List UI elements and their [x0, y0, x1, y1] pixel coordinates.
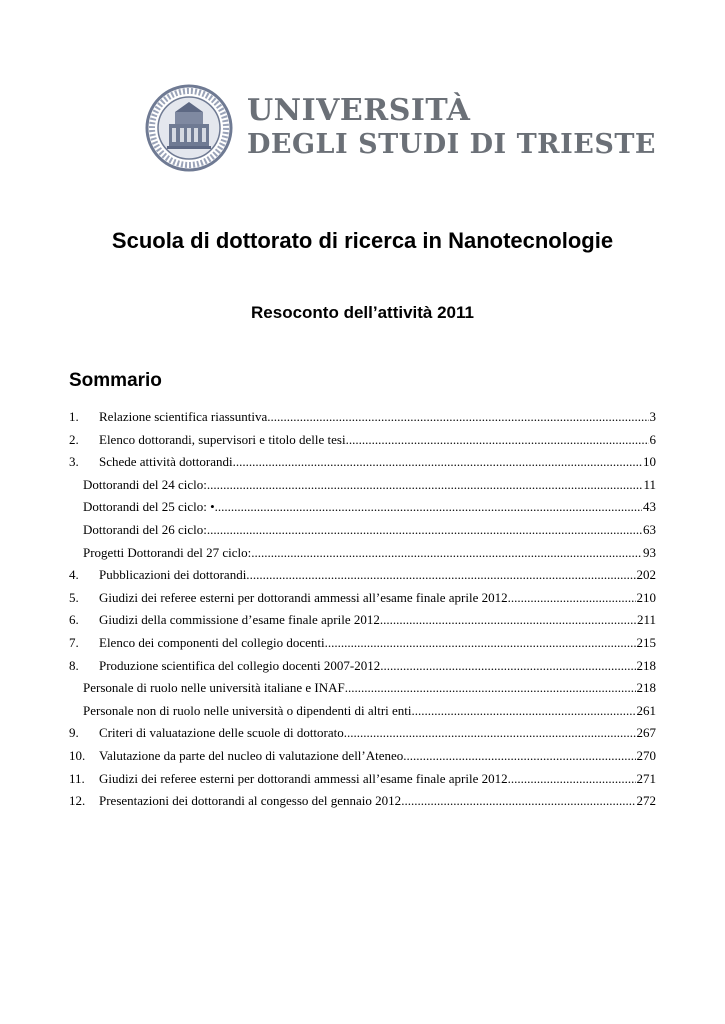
section-heading: Sommario — [69, 370, 162, 391]
toc-entry[interactable] — [69, 429, 656, 452]
toc-entry-page: 43 — [643, 499, 656, 515]
toc-dot-leader — [508, 587, 636, 610]
toc-entry-page: 271 — [636, 770, 656, 786]
toc-entry-number: 12. — [69, 793, 86, 809]
toc-dot-leader — [215, 496, 642, 519]
toc-entry[interactable] — [69, 564, 656, 587]
toc-entry[interactable] — [69, 406, 656, 429]
toc-entry-page: 211 — [636, 612, 656, 628]
toc-entry-title: Presentazioni dei dottorandi al congesso del gennaio 2012 — [99, 793, 402, 809]
toc-dot-leader — [412, 700, 636, 723]
toc-entry-title: Giudizi dei referee esterni per dottorandi ammessi all’esame finale aprile 2012 — [99, 589, 508, 605]
toc-dot-leader — [508, 768, 636, 791]
toc-entry-title: Schede attività dottorandi — [99, 454, 233, 470]
toc-dot-leader — [380, 655, 635, 678]
toc-entry[interactable] — [69, 451, 656, 474]
toc-entry[interactable] — [69, 632, 656, 655]
toc-dot-leader — [207, 519, 642, 542]
toc-entry-page: 63 — [643, 521, 656, 537]
toc-entry-title: Personale di ruolo nelle università italiane e INAF — [83, 680, 345, 696]
toc-entry-number: 1. — [69, 409, 79, 424]
toc-entry-title: Giudizi della commissione d’esame finale aprile 2012 — [99, 612, 380, 628]
toc-entry[interactable] — [69, 474, 656, 497]
toc-dot-leader — [251, 542, 642, 565]
toc-entry-page: 272 — [636, 793, 656, 809]
toc-entry[interactable] — [69, 677, 656, 700]
toc-entry[interactable] — [69, 745, 656, 768]
toc-entry[interactable] — [69, 790, 656, 813]
toc-dot-leader — [233, 451, 642, 474]
toc-entry-title: Dottorandi del 25 ciclo: • — [83, 499, 215, 515]
toc-dot-leader — [401, 790, 635, 813]
toc-entry-page: 6 — [649, 431, 656, 447]
toc-entry-page: 218 — [636, 657, 656, 673]
toc-entry-number: 3. — [69, 454, 79, 470]
toc-entry-number: 7. — [69, 634, 79, 650]
toc-entry-number: 9. — [69, 725, 79, 741]
toc-entry-number: 2. — [69, 431, 79, 447]
toc-entry[interactable] — [69, 496, 656, 519]
toc-entry-title: Progetti Dottorandi del 27 ciclo: — [83, 544, 252, 560]
toc-entry-number: 5. — [69, 589, 79, 605]
university-seal-icon — [145, 84, 233, 172]
toc-dot-leader — [345, 677, 636, 700]
toc-entry-page: 202 — [636, 567, 656, 583]
toc-dot-leader — [346, 429, 649, 452]
toc-entry-number: 10. — [69, 747, 86, 763]
toc-dot-leader — [380, 609, 636, 632]
toc-entry-page: 267 — [636, 725, 656, 741]
toc-entry-title: Dottorandi del 24 ciclo: — [83, 476, 207, 492]
document-subtitle: Resoconto dell’attività 2011 — [251, 303, 474, 322]
toc-entry-title: Elenco dottorandi, supervisori e titolo delle tesi — [99, 431, 346, 447]
toc-dot-leader — [403, 745, 635, 768]
toc-entry-page: 93 — [643, 544, 656, 560]
toc-entry-page: 261 — [636, 702, 656, 718]
toc-entry-title: Produzione scientifica del collegio docenti 2007-2012 — [99, 657, 381, 673]
logo-line-1: UNIVERSITÀ — [247, 93, 471, 128]
toc-entry-page: 270 — [636, 747, 656, 763]
toc-entry[interactable] — [69, 700, 656, 723]
document-title: Scuola di dottorato di ricerca in Nanotecnologie — [111, 228, 614, 253]
toc-dot-leader — [325, 632, 636, 655]
toc-dot-leader — [344, 722, 636, 745]
toc-entry-number: 8. — [69, 657, 79, 673]
toc-entry-title: Pubblicazioni dei dottorandi. — [99, 567, 250, 583]
toc-entry-page: 218 — [636, 680, 656, 696]
toc-entry-title: Criteri di valuatazione delle scuole di dottorato — [99, 725, 344, 741]
toc-entry[interactable] — [69, 519, 656, 542]
toc-entry-title: Elenco dei componenti del collegio docenti — [99, 634, 325, 650]
toc-entry-page: 10 — [643, 454, 656, 470]
toc-entry[interactable] — [69, 609, 656, 632]
toc-entry-title: Personale non di ruolo nelle università o dipendenti di altri enti — [83, 702, 412, 718]
toc-entry-page: 11 — [643, 476, 656, 492]
toc-entry-title: Relazione scientifica riassuntiva — [99, 409, 268, 424]
toc-entry-title: Giudizi dei referee esterni per dottorandi ammessi all’esame finale aprile 2012 — [99, 770, 508, 786]
toc-entry[interactable] — [69, 768, 656, 791]
toc-entry-title: Dottorandi del 26 ciclo: — [83, 521, 207, 537]
toc-entry-page: 210 — [636, 589, 656, 605]
university-wordmark — [247, 94, 656, 162]
toc-entry-title: Valutazione da parte del nucleo di valutazione dell’Ateneo — [99, 747, 404, 763]
toc-dot-leader — [207, 474, 643, 497]
toc-entry-page: 215 — [636, 634, 656, 650]
toc-entry[interactable] — [69, 587, 656, 610]
toc-entry-page: 3 — [649, 409, 656, 424]
toc-dot-leader — [267, 406, 648, 429]
toc-entry-number: 11. — [69, 770, 85, 786]
university-logo — [145, 84, 656, 172]
logo-line-2: DEGLI STUDI DI TRIESTE — [247, 129, 656, 160]
toc-entry-number: 6. — [69, 612, 79, 628]
toc-entry-number: 4. — [69, 567, 79, 583]
toc-dot-leader — [250, 564, 636, 587]
table-of-contents — [69, 406, 656, 813]
toc-entry[interactable] — [69, 655, 656, 678]
toc-entry[interactable] — [69, 722, 656, 745]
toc-entry[interactable] — [69, 542, 656, 565]
